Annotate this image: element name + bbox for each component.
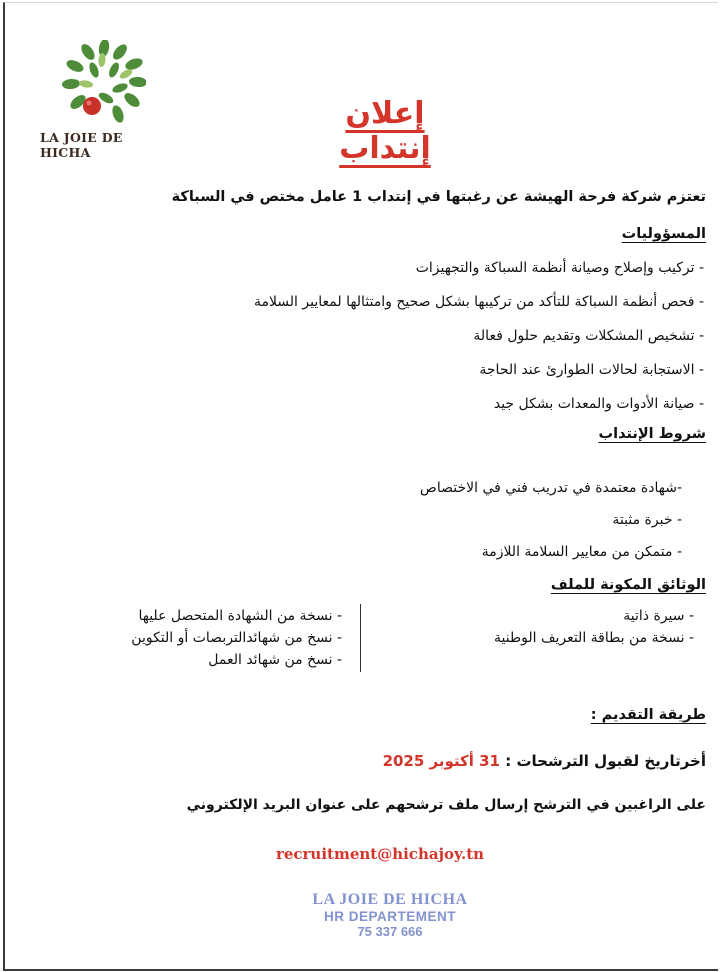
- stamp-company: LA JOIE DE HICHA: [312, 891, 468, 908]
- list-item: - تشخيص المشكلات وتقديم حلول فعالة: [473, 328, 704, 344]
- application-note: على الراغبين في الترشح إرسال ملف ترشحهم على عنوان البريد الإلكتروني: [186, 797, 706, 813]
- olive-branch-logo-icon: [62, 40, 146, 124]
- list-item: - متمكن من معايير السلامة اللازمة: [481, 544, 682, 560]
- list-item: - خبرة مثبتة: [612, 512, 682, 528]
- brand-name: LA JOIE DE HICHA: [40, 130, 123, 160]
- deadline-label: أخرتاريخ لقبول الترشحات :: [505, 752, 706, 770]
- documents-heading: الوثائق المكونة للملف: [550, 577, 706, 593]
- list-item: - نسخ من شهائد العمل: [208, 652, 342, 668]
- list-item: - صيانة الأدوات والمعدات بشكل جيد: [493, 396, 704, 412]
- stamp-phone: 75 337 666: [357, 924, 423, 939]
- list-item: -شهادة معتمدة في تدريب فني في الاختصاص: [419, 480, 682, 496]
- deadline-line: [383, 752, 706, 770]
- documents-list-right: [494, 606, 694, 650]
- application-heading: طريقة التقديم :: [590, 707, 706, 723]
- list-item: - نسخة من بطاقة التعريف الوطنية: [494, 630, 694, 646]
- conditions-list: [420, 478, 682, 574]
- list-item: - نسخة من الشهادة المتحصل عليها: [138, 608, 342, 624]
- list-item: - تركيب وإصلاح وصيانة أنظمة السباكة والتجهيزات: [415, 260, 704, 276]
- intro-text: تعتزم شركة فرحة الهيشة عن رغبتها في إنتداب 1 عامل مختص في السباكة: [171, 189, 706, 205]
- list-item: - نسخ من شهائدالتربصات أو التكوين: [131, 630, 342, 646]
- page-title: إعلان إنتداب: [339, 96, 431, 166]
- responsibilities-heading: المسؤوليات: [621, 226, 706, 242]
- list-item: - الاستجابة لحالات الطوارئ عند الحاجة: [479, 362, 704, 378]
- conditions-heading: شروط الإنتداب: [598, 426, 706, 442]
- hr-stamp: [305, 891, 475, 939]
- stamp-department: HR DEPARTEMENT: [323, 909, 456, 924]
- documents-divider: [360, 604, 361, 672]
- documents-list-left: [131, 606, 342, 672]
- list-item: - فحص أنظمة السباكة للتأكد من تركيبها بشكل صحيح وامتثالها لمعايير السلامة: [253, 294, 704, 310]
- deadline-date: 31 أكتوبر 2025: [382, 752, 500, 770]
- responsibilities-list: [254, 258, 704, 428]
- contact-email-link[interactable]: recruitment@hichajoy.tn: [275, 845, 485, 863]
- list-item: - سيرة ذاتية: [623, 608, 694, 624]
